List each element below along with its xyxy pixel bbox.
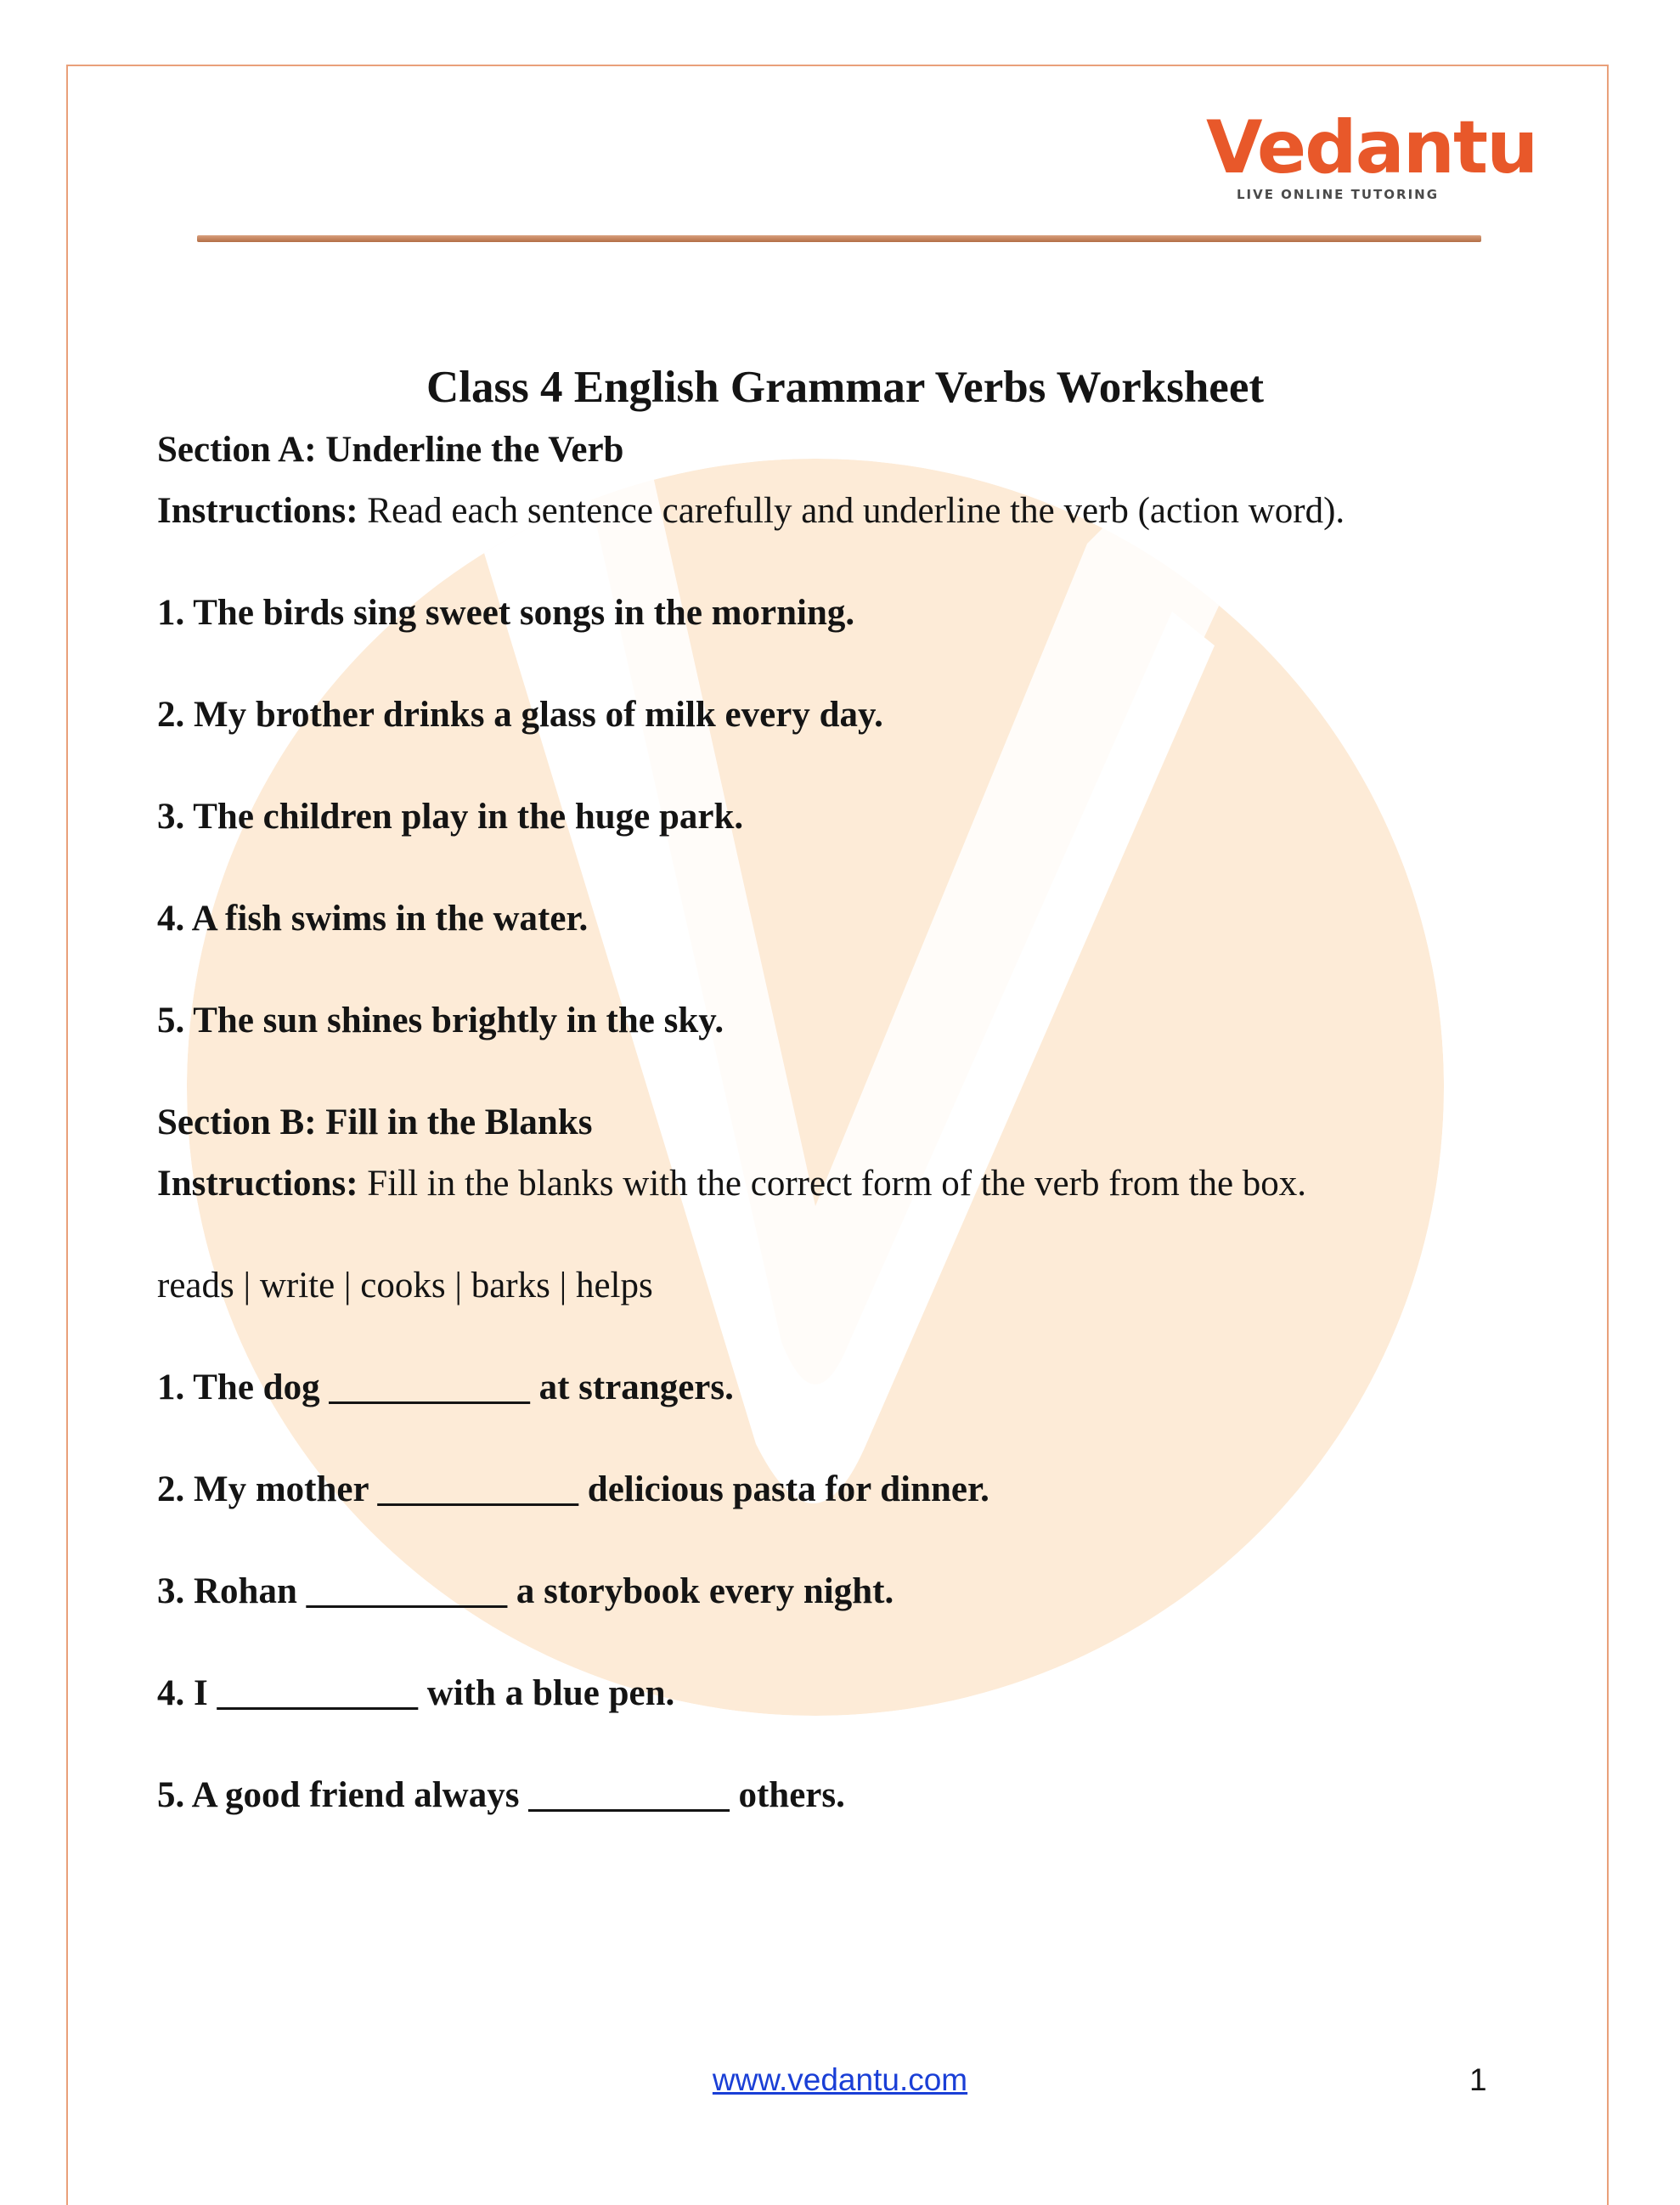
section-a-instructions-text: Read each sentence carefully and underline the verb (action word). [358,491,1345,531]
page-title: Class 4 English Grammar Verbs Worksheet [426,363,1264,412]
section-b-instructions-label: Instructions: [157,1164,358,1204]
section-a-instructions-label: Instructions: [157,491,358,531]
section-b-instructions [157,1153,1533,1215]
section-b-item-4: 4. I ___________ with a blue pen. [157,1673,675,1713]
section-a-item-4: 4. A fish swims in the water. [157,899,589,939]
section-b-heading: Section B: Fill in the Blanks [157,1102,593,1142]
section-b-item-5: 5. A good friend always ___________ others. [157,1775,845,1815]
section-b-item-1: 1. The dog ___________ at strangers. [157,1368,734,1407]
section-a-heading: Section A: Underline the Verb [157,430,624,470]
section-a-item-2: 2. My brother drinks a glass of milk every day. [157,695,883,735]
footer-website-link[interactable]: www.vedantu.com [712,2062,968,2097]
section-a-item-1: 1. The birds sing sweet songs in the morning. [157,593,855,633]
page-number: 1 [1469,2062,1487,2097]
section-a-instructions [157,481,1533,542]
section-a-item-5: 5. The sun shines brightly in the sky. [157,1001,724,1040]
section-b-instructions-text: Fill in the blanks with the correct form of the verb from the box. [358,1164,1307,1204]
word-bank: reads | write | cooks | barks | helps [157,1266,653,1306]
section-b-item-2: 2. My mother ___________ delicious pasta for dinner. [157,1469,989,1509]
logo-tagline: LIVE ONLINE TUTORING [1236,187,1440,202]
vedantu-logo [1206,105,1537,211]
worksheet-content [157,357,1533,1867]
section-b-item-3: 3. Rohan ___________ a storybook every night. [157,1571,894,1611]
section-a-item-3: 3. The children play in the huge park. [157,797,744,837]
logo-wordmark: Vedantu [1206,105,1537,190]
header-divider [197,235,1481,242]
